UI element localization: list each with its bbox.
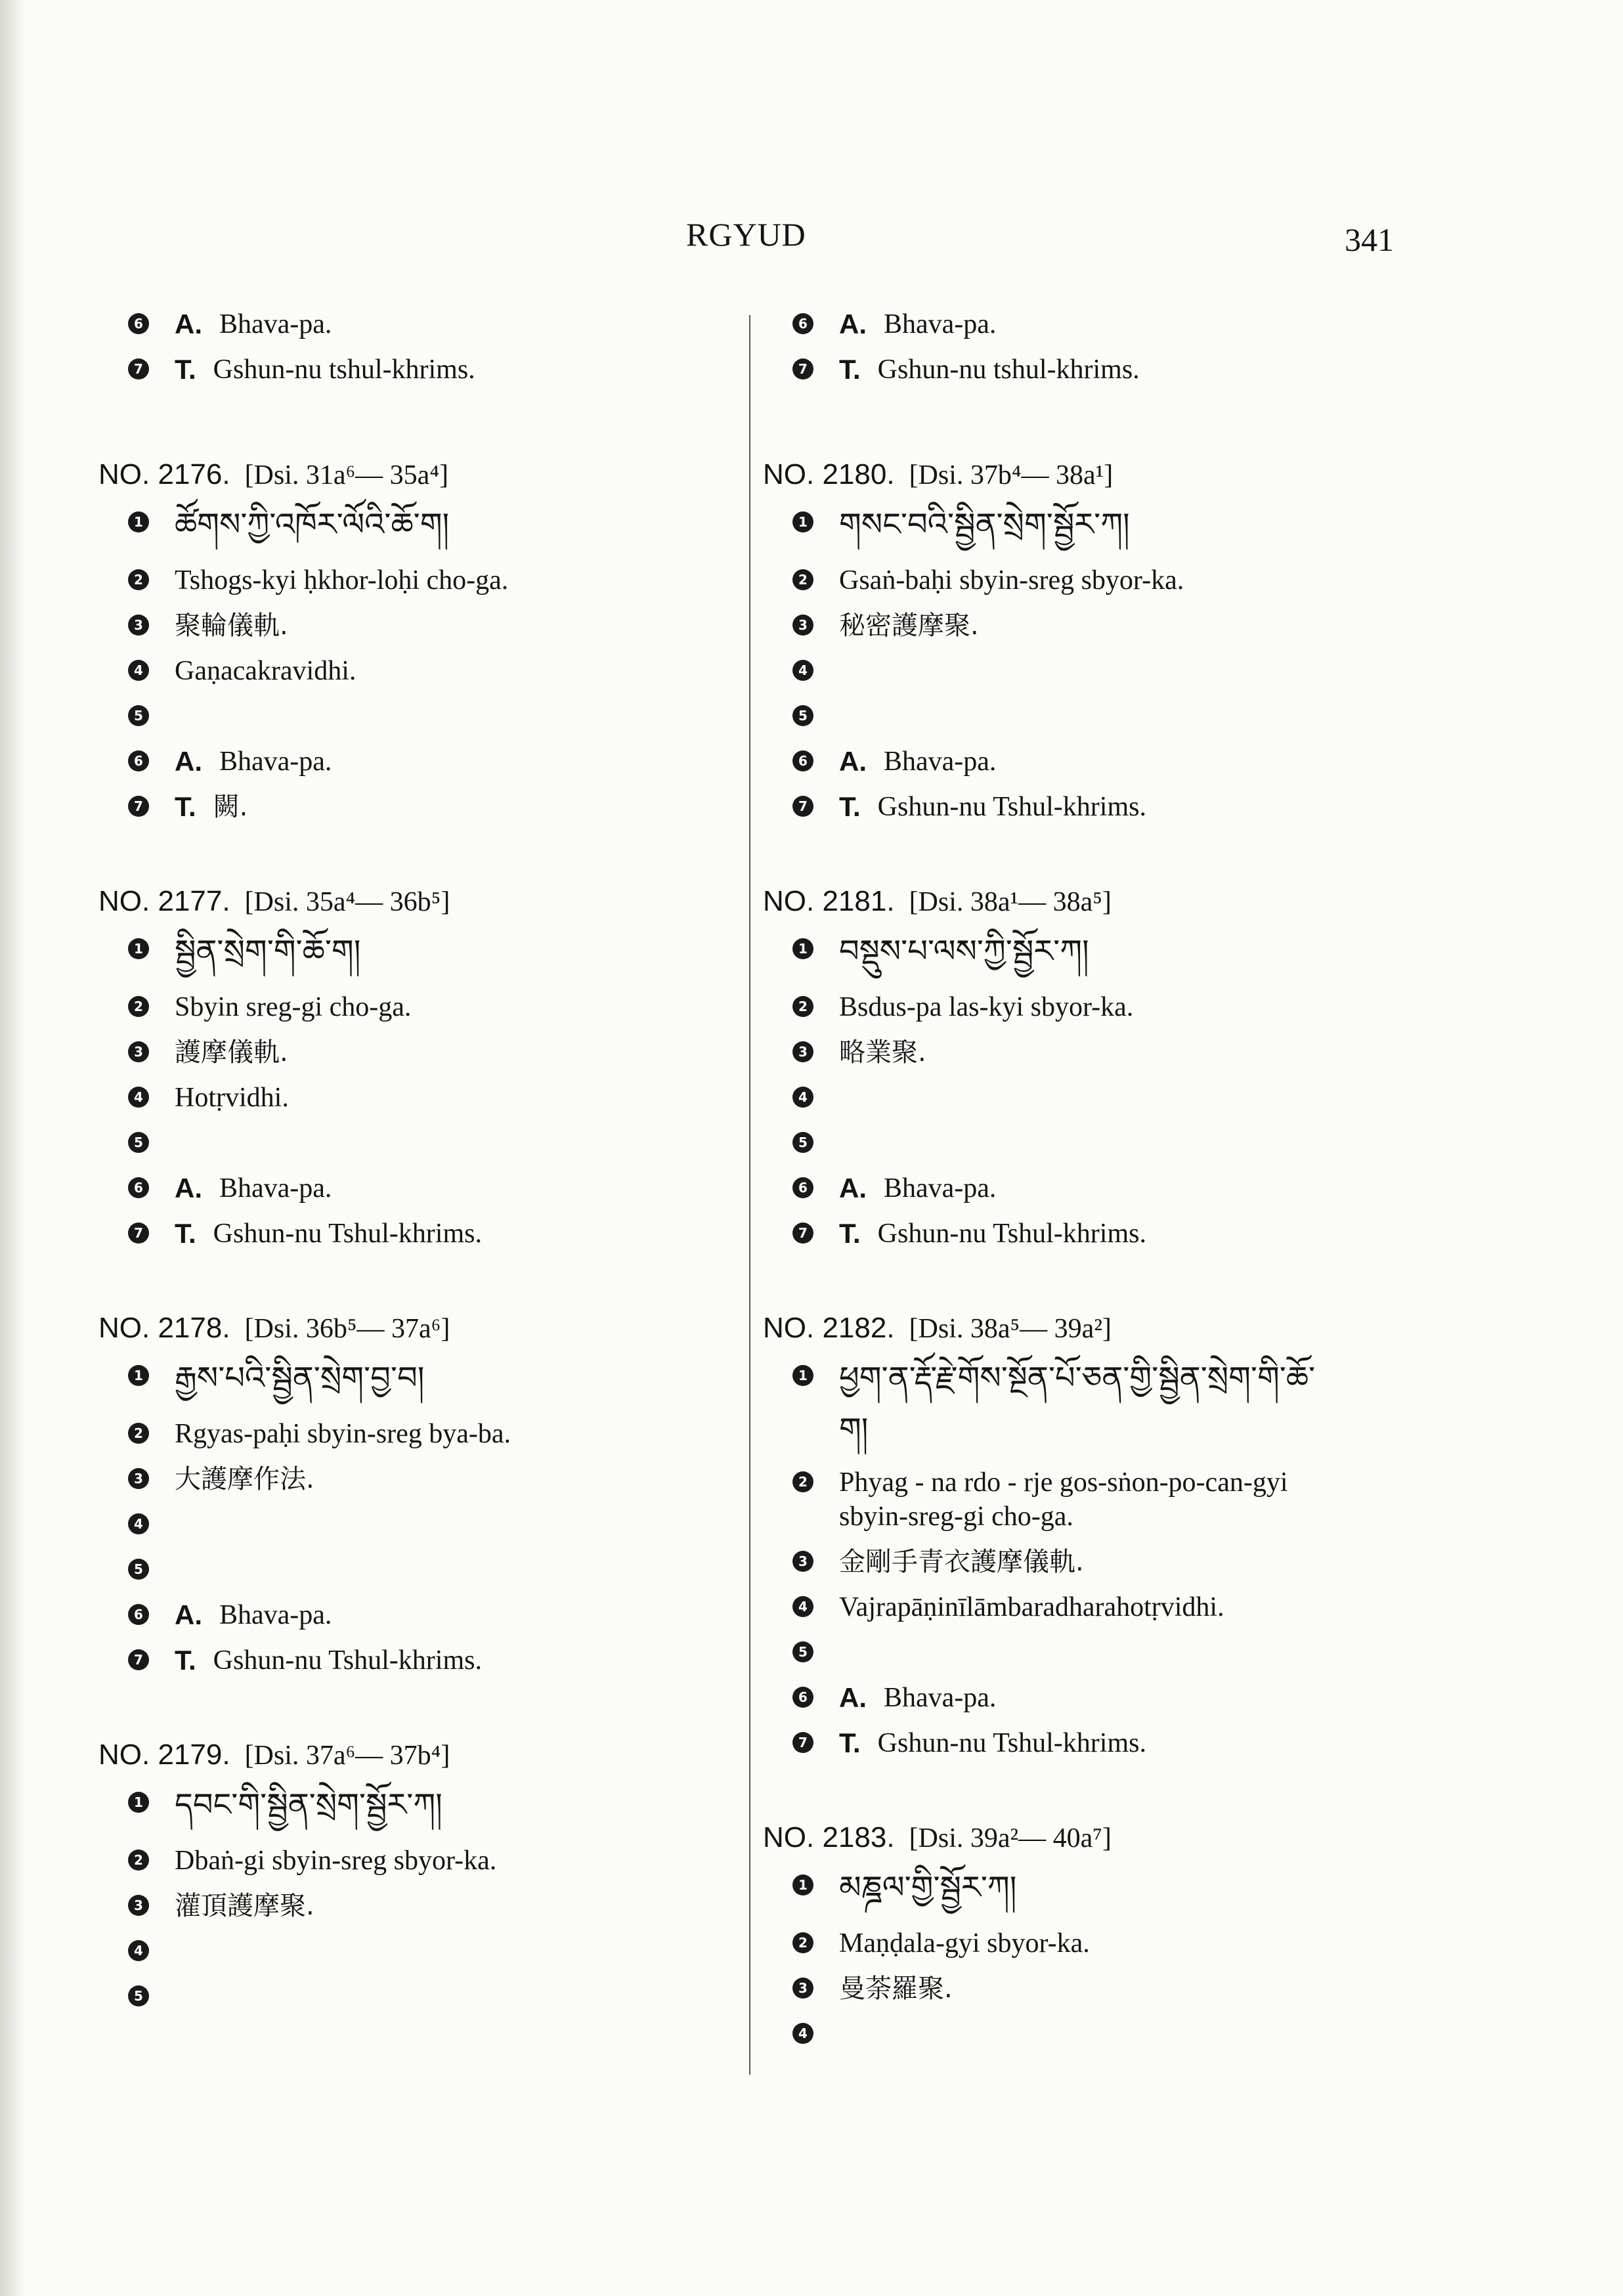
transliteration-text: Bsdus-pa las-kyi sbyor-ka. — [839, 992, 1134, 1022]
circled-numeral-4-icon — [792, 1595, 822, 1618]
transliteration — [98, 1417, 762, 1462]
circled-numeral-3-icon — [127, 1894, 158, 1917]
circled-numeral-4-icon — [127, 1939, 158, 1962]
translator-tag: T. — [839, 1727, 861, 1758]
author-name: Bhava-pa. — [884, 309, 997, 339]
circled-numeral-5-icon — [792, 1641, 822, 1663]
circled-numeral-digit: 4 — [798, 2025, 808, 2041]
entry-line-author — [763, 1681, 1426, 1726]
transliteration-text: Gsaṅ-baḥi sbyin-sreg sbyor-ka. — [839, 565, 1184, 596]
chinese-title — [98, 1462, 762, 1507]
circled-numeral-4-icon — [792, 659, 822, 682]
entry-reference: [Dsi. 38a⁵— 39a²] — [909, 1314, 1112, 1344]
circled-numeral-1-icon — [792, 511, 822, 533]
chinese-title — [98, 1889, 762, 1934]
circled-numeral-digit: 1 — [134, 514, 143, 530]
circled-numeral-digit: 2 — [134, 572, 143, 588]
circled-numeral-3-icon — [127, 1041, 158, 1063]
circled-numeral-digit: 2 — [798, 999, 808, 1014]
entry-line-translator — [98, 790, 762, 835]
circled-numeral-7-icon — [127, 1649, 158, 1671]
translator-name: Gshun-nu Tshul-khrims. — [877, 1219, 1146, 1249]
scan-margin-shadow — [0, 0, 26, 2296]
chinese-text: 大護摩作法. — [175, 1464, 314, 1494]
circled-numeral-7-icon — [792, 1731, 822, 1754]
circled-numeral-digit: 2 — [798, 1935, 808, 1951]
entry-heading — [98, 458, 762, 506]
chinese-text: 略業聚. — [839, 1037, 926, 1068]
circled-numeral-digit: 7 — [134, 1652, 143, 1668]
chinese-title — [763, 1035, 1426, 1081]
tibetan-text: དབང་གི་སྦྱིན་སྲེག་སྦྱོར་ཀ། — [175, 1787, 443, 1823]
entry-number: NO. 2179. — [98, 1739, 230, 1771]
tibetan-text: ཚོགས་ཀྱི་འཁོར་ལོའི་ཆོ་ག། — [175, 506, 450, 543]
chinese-text: 金剛手青衣護摩儀軌. — [839, 1547, 1084, 1577]
circled-numeral-digit: 1 — [798, 941, 808, 957]
transliteration-text — [839, 1465, 1426, 1534]
circled-numeral-digit: 1 — [798, 1368, 808, 1383]
circled-numeral-digit: 5 — [134, 1135, 143, 1150]
transliteration-text: Sbyin sreg-gi cho-ga. — [175, 992, 412, 1022]
entry-reference: [Dsi. 38a¹— 38a⁵] — [909, 887, 1112, 917]
circled-numeral-digit: 5 — [798, 1135, 808, 1150]
circled-numeral-digit: 3 — [134, 617, 143, 633]
circled-numeral-digit: 2 — [134, 1852, 143, 1868]
circled-numeral-digit: 6 — [134, 316, 143, 332]
entry-number: NO. 2181. — [763, 885, 895, 917]
sanskrit-title — [98, 1507, 762, 1553]
sanskrit-title — [763, 2017, 1426, 2062]
transliteration — [763, 990, 1426, 1035]
entry-reference: [Dsi. 37a⁶— 37b⁴] — [244, 1741, 450, 1771]
circled-numeral-7-icon — [127, 795, 158, 817]
chinese-text: 聚輪儀軌. — [175, 611, 288, 641]
circled-numeral-digit: 1 — [798, 1877, 808, 1893]
circled-numeral-1-icon — [792, 1364, 822, 1387]
circled-numeral-2-icon — [127, 995, 158, 1018]
entry-line-translator — [98, 1643, 762, 1689]
circled-numeral-digit: 7 — [798, 361, 808, 377]
tibetan-title — [98, 932, 762, 990]
circled-numeral-digit: 3 — [134, 1471, 143, 1486]
circled-numeral-3-icon — [792, 614, 822, 636]
circled-numeral-digit: 4 — [134, 1089, 143, 1105]
transliteration — [763, 563, 1426, 609]
circled-numeral-digit: 6 — [798, 1689, 808, 1705]
entry-heading — [763, 1821, 1426, 1869]
translator-name: Gshun-nu Tshul-khrims. — [213, 1645, 482, 1676]
circled-numeral-5-icon — [127, 704, 158, 727]
circled-numeral-digit: 2 — [798, 572, 808, 588]
transliteration-text: Maṇḍala-gyi sbyor-ka. — [839, 1928, 1090, 1959]
entry-reference: [Dsi. 36b⁵— 37a⁶] — [244, 1314, 450, 1344]
chinese-text: 曼荼羅聚. — [839, 1974, 953, 2004]
translator-name: Gshun-nu Tshul-khrims. — [877, 792, 1146, 822]
entry-line-author — [763, 1171, 1426, 1217]
circled-numeral-digit: 6 — [134, 753, 143, 769]
tibetan-text: མཎྜལ་གྱི་སྦྱོར་ཀ། — [839, 1869, 1017, 1906]
transliteration — [763, 1465, 1426, 1545]
tibetan-text: རྒྱས་པའི་སྦྱིན་སྲེག་བྱ་བ། — [175, 1360, 425, 1397]
entry-line-translator — [98, 353, 762, 398]
translator-tag: T. — [839, 1218, 861, 1249]
circled-numeral-2-icon — [792, 995, 822, 1018]
circled-numeral-4-icon — [127, 1086, 158, 1108]
circled-numeral-digit: 5 — [798, 1644, 808, 1660]
field-5 — [763, 699, 1426, 745]
translator-name: Gshun-nu Tshul-khrims. — [877, 1728, 1146, 1758]
circled-numeral-digit: 3 — [798, 1980, 808, 1996]
entry-line-translator — [763, 790, 1426, 835]
circled-numeral-digit: 7 — [798, 798, 808, 814]
circled-numeral-4-icon — [127, 659, 158, 682]
circled-numeral-digit: 4 — [134, 662, 143, 678]
field-5 — [763, 1126, 1426, 1171]
field-5 — [98, 1553, 762, 1598]
circled-numeral-4-icon — [792, 2022, 822, 2045]
translator-tag: T. — [175, 1645, 196, 1676]
entry-number: NO. 2177. — [98, 885, 230, 917]
entry-number: NO. 2176. — [98, 458, 230, 490]
circled-numeral-2-icon — [127, 569, 158, 591]
translator-name: 闕. — [213, 792, 248, 822]
chinese-title — [763, 1972, 1426, 2017]
transliteration-text: Tshogs-kyi ḥkhor-loḥi cho-ga. — [175, 565, 509, 596]
circled-numeral-3-icon — [792, 1041, 822, 1063]
circled-numeral-5-icon — [127, 1985, 158, 2007]
tibetan-title — [763, 932, 1426, 990]
circled-numeral-digit: 6 — [798, 1180, 808, 1196]
sanskrit-title — [98, 1081, 762, 1126]
circled-numeral-6-icon — [792, 750, 822, 772]
tibetan-text: ག། — [839, 1411, 869, 1448]
circled-numeral-digit: 7 — [134, 1225, 143, 1241]
circled-numeral-6-icon — [127, 313, 158, 335]
circled-numeral-3-icon — [792, 1977, 822, 1999]
circled-numeral-digit: 3 — [798, 1553, 808, 1569]
circled-numeral-digit: 6 — [798, 753, 808, 769]
transliteration-text: Dbaṅ-gi sbyin-sreg sbyor-ka. — [175, 1846, 497, 1876]
circled-numeral-digit: 6 — [798, 316, 808, 332]
circled-numeral-digit: 2 — [134, 999, 143, 1014]
circled-numeral-6-icon — [792, 1686, 822, 1708]
entry-heading — [98, 1312, 762, 1359]
transliteration — [98, 990, 762, 1035]
transliteration-text: Rgyas-paḥi sbyin-sreg bya-ba. — [175, 1419, 511, 1449]
tibetan-title — [98, 1359, 762, 1417]
chinese-text: 護摩儀軌. — [175, 1037, 288, 1068]
entry-line-translator — [763, 1726, 1426, 1771]
running-title: RGYUD — [686, 216, 806, 253]
author-name: Bhava-pa. — [219, 1173, 332, 1203]
circled-numeral-7-icon — [127, 1222, 158, 1244]
circled-numeral-4-icon — [792, 1086, 822, 1108]
circled-numeral-digit: 5 — [798, 708, 808, 724]
author-tag: A. — [175, 1599, 202, 1630]
circled-numeral-1-icon — [792, 938, 822, 960]
tibetan-text: སྦྱིན་སྲེག་གི་ཆོ་ག། — [175, 933, 361, 970]
translator-tag: T. — [839, 354, 861, 385]
entry-reference: [Dsi. 37b⁴— 38a¹] — [909, 460, 1114, 490]
transliteration-line-2: sbyin-sreg-gi cho-ga. — [839, 1502, 1073, 1532]
entry-heading — [763, 885, 1426, 932]
field-5 — [98, 1980, 762, 2025]
circled-numeral-7-icon — [792, 795, 822, 817]
circled-numeral-1-icon — [127, 511, 158, 533]
translator-name: Gshun-nu Tshul-khrims. — [213, 1219, 482, 1249]
author-tag: A. — [839, 1173, 867, 1203]
entry-reference: [Dsi. 31a⁶— 35a⁴] — [244, 460, 448, 490]
entry-line-translator — [98, 1217, 762, 1262]
circled-numeral-digit: 7 — [134, 798, 143, 814]
circled-numeral-digit: 6 — [134, 1607, 143, 1622]
circled-numeral-5-icon — [792, 1131, 822, 1154]
circled-numeral-digit: 3 — [134, 1897, 143, 1913]
sanskrit-text: Hotṛvidhi. — [175, 1083, 289, 1113]
field-5 — [763, 1635, 1426, 1681]
transliteration — [763, 1926, 1426, 1972]
translator-tag: T. — [175, 1218, 196, 1249]
circled-numeral-7-icon — [127, 358, 158, 380]
circled-numeral-5-icon — [792, 704, 822, 727]
circled-numeral-digit: 1 — [134, 1368, 143, 1383]
tibetan-text: ཕྱག་ན་རྡོ་རྗེ་གོས་སྔོན་པོ་ཅན་གྱི་སྦྱིན་སྲེག་གི་ཆོ་ — [839, 1360, 1316, 1397]
chinese-title — [98, 609, 762, 654]
circled-numeral-digit: 7 — [134, 361, 143, 377]
author-name: Bhava-pa. — [884, 1173, 997, 1203]
translator-tag: T. — [175, 791, 196, 822]
sanskrit-title — [98, 1934, 762, 1980]
circled-numeral-digit: 1 — [134, 1794, 143, 1810]
circled-numeral-1-icon — [792, 1874, 822, 1896]
circled-numeral-5-icon — [127, 1131, 158, 1154]
author-tag: A. — [839, 1682, 867, 1713]
circled-numeral-digit: 7 — [798, 1225, 808, 1241]
translator-name: Gshun-nu tshul-khrims. — [877, 355, 1140, 385]
entry-heading — [98, 885, 762, 932]
circled-numeral-digit: 5 — [134, 1561, 143, 1577]
circled-numeral-digit: 5 — [134, 708, 143, 724]
field-5 — [98, 699, 762, 745]
tibetan-title — [763, 1869, 1426, 1926]
author-tag: A. — [175, 746, 202, 777]
translator-tag: T. — [839, 791, 861, 822]
circled-numeral-4-icon — [127, 1513, 158, 1535]
sanskrit-text: Gaṇacakravidhi. — [175, 656, 357, 686]
entry-number: NO. 2180. — [763, 458, 895, 490]
circled-numeral-digit: 7 — [798, 1735, 808, 1750]
entry-line-author — [98, 745, 762, 790]
transliteration-line-1: Phyag - na rdo - rje gos-sṅon-po-can-gyi — [839, 1467, 1288, 1498]
circled-numeral-6-icon — [792, 313, 822, 335]
left-column — [98, 307, 762, 2025]
circled-numeral-digit: 2 — [134, 1425, 143, 1441]
entry-line-author — [763, 745, 1426, 790]
circled-numeral-digit: 4 — [134, 1943, 143, 1959]
author-name: Bhava-pa. — [219, 309, 332, 339]
entry-line-author — [98, 1598, 762, 1643]
circled-numeral-6-icon — [127, 750, 158, 772]
author-name: Bhava-pa. — [884, 747, 997, 777]
sanskrit-title — [763, 1081, 1426, 1126]
page-header — [0, 209, 1623, 268]
tibetan-title — [763, 1359, 1426, 1410]
chinese-text: 秘密護摩聚. — [839, 611, 979, 641]
chinese-title — [98, 1035, 762, 1081]
entry-number: NO. 2178. — [98, 1312, 230, 1344]
entry-line-author — [98, 1171, 762, 1217]
circled-numeral-7-icon — [792, 358, 822, 380]
circled-numeral-digit: 4 — [798, 1089, 808, 1105]
circled-numeral-digit: 1 — [134, 941, 143, 957]
circled-numeral-digit: 3 — [798, 617, 808, 633]
entry-reference: [Dsi. 39a²— 40a⁷] — [909, 1823, 1112, 1853]
circled-numeral-3-icon — [127, 614, 158, 636]
circled-numeral-digit: 4 — [798, 1599, 808, 1614]
author-tag: A. — [175, 309, 202, 339]
author-name: Bhava-pa. — [219, 1600, 332, 1630]
entry-line-author — [763, 307, 1426, 353]
transliteration — [98, 1844, 762, 1889]
tibetan-text: གསང་བའི་སྦྱིན་སྲེག་སྦྱོར་ཀ། — [839, 506, 1130, 543]
entry-line-author — [98, 307, 762, 353]
chinese-title — [763, 1545, 1426, 1590]
circled-numeral-1-icon — [127, 1364, 158, 1387]
author-tag: A. — [175, 1173, 202, 1203]
page-number: 341 — [1345, 221, 1394, 258]
chinese-text: 灌頂護摩聚. — [175, 1891, 314, 1921]
entry-number: NO. 2182. — [763, 1312, 895, 1344]
entry-line-translator — [763, 353, 1426, 398]
translator-tag: T. — [175, 354, 196, 385]
circled-numeral-6-icon — [127, 1603, 158, 1626]
tibetan-title-continued — [763, 1410, 1426, 1465]
entry-heading — [763, 1312, 1426, 1359]
sanskrit-title — [763, 654, 1426, 699]
right-column — [763, 307, 1426, 2062]
tibetan-title — [98, 506, 762, 563]
entry-number: NO. 2183. — [763, 1821, 895, 1853]
circled-numeral-2-icon — [127, 1849, 158, 1871]
tibetan-text: བསྡུས་པ་ལས་ཀྱི་སྦྱོར་ཀ། — [839, 933, 1089, 970]
circled-numeral-2-icon — [792, 1932, 822, 1954]
circled-numeral-6-icon — [127, 1177, 158, 1199]
author-name: Bhava-pa. — [219, 747, 332, 777]
field-5 — [98, 1126, 762, 1171]
circled-numeral-digit: 5 — [134, 1988, 143, 2004]
circled-numeral-digit: 4 — [798, 662, 808, 678]
circled-numeral-digit: 4 — [134, 1516, 143, 1532]
circled-numeral-5-icon — [127, 1558, 158, 1580]
entry-line-translator — [763, 1217, 1426, 1262]
entry-heading — [98, 1739, 762, 1786]
circled-numeral-digit: 3 — [134, 1044, 143, 1060]
sanskrit-title — [98, 654, 762, 699]
circled-numeral-6-icon — [792, 1177, 822, 1199]
circled-numeral-1-icon — [127, 938, 158, 960]
sanskrit-title — [763, 1590, 1426, 1635]
circled-numeral-2-icon — [792, 1471, 822, 1493]
circled-numeral-digit: 1 — [798, 514, 808, 530]
circled-numeral-digit: 2 — [798, 1474, 808, 1490]
circled-numeral-3-icon — [127, 1467, 158, 1490]
author-tag: A. — [839, 746, 867, 777]
chinese-title — [763, 609, 1426, 654]
entry-heading — [763, 458, 1426, 506]
circled-numeral-2-icon — [127, 1422, 158, 1444]
circled-numeral-digit: 6 — [134, 1180, 143, 1196]
transliteration — [98, 563, 762, 609]
sanskrit-text: Vajrapāṇinīlāmbaradharahotṛvidhi. — [839, 1592, 1224, 1622]
translator-name: Gshun-nu tshul-khrims. — [213, 355, 475, 385]
circled-numeral-digit: 3 — [798, 1044, 808, 1060]
tibetan-title — [98, 1786, 762, 1844]
tibetan-title — [763, 506, 1426, 563]
circled-numeral-1-icon — [127, 1791, 158, 1813]
circled-numeral-2-icon — [792, 569, 822, 591]
author-tag: A. — [839, 309, 867, 339]
entry-reference: [Dsi. 35a⁴— 36b⁵] — [244, 887, 450, 917]
circled-numeral-7-icon — [792, 1222, 822, 1244]
author-name: Bhava-pa. — [884, 1683, 997, 1713]
circled-numeral-3-icon — [792, 1550, 822, 1572]
